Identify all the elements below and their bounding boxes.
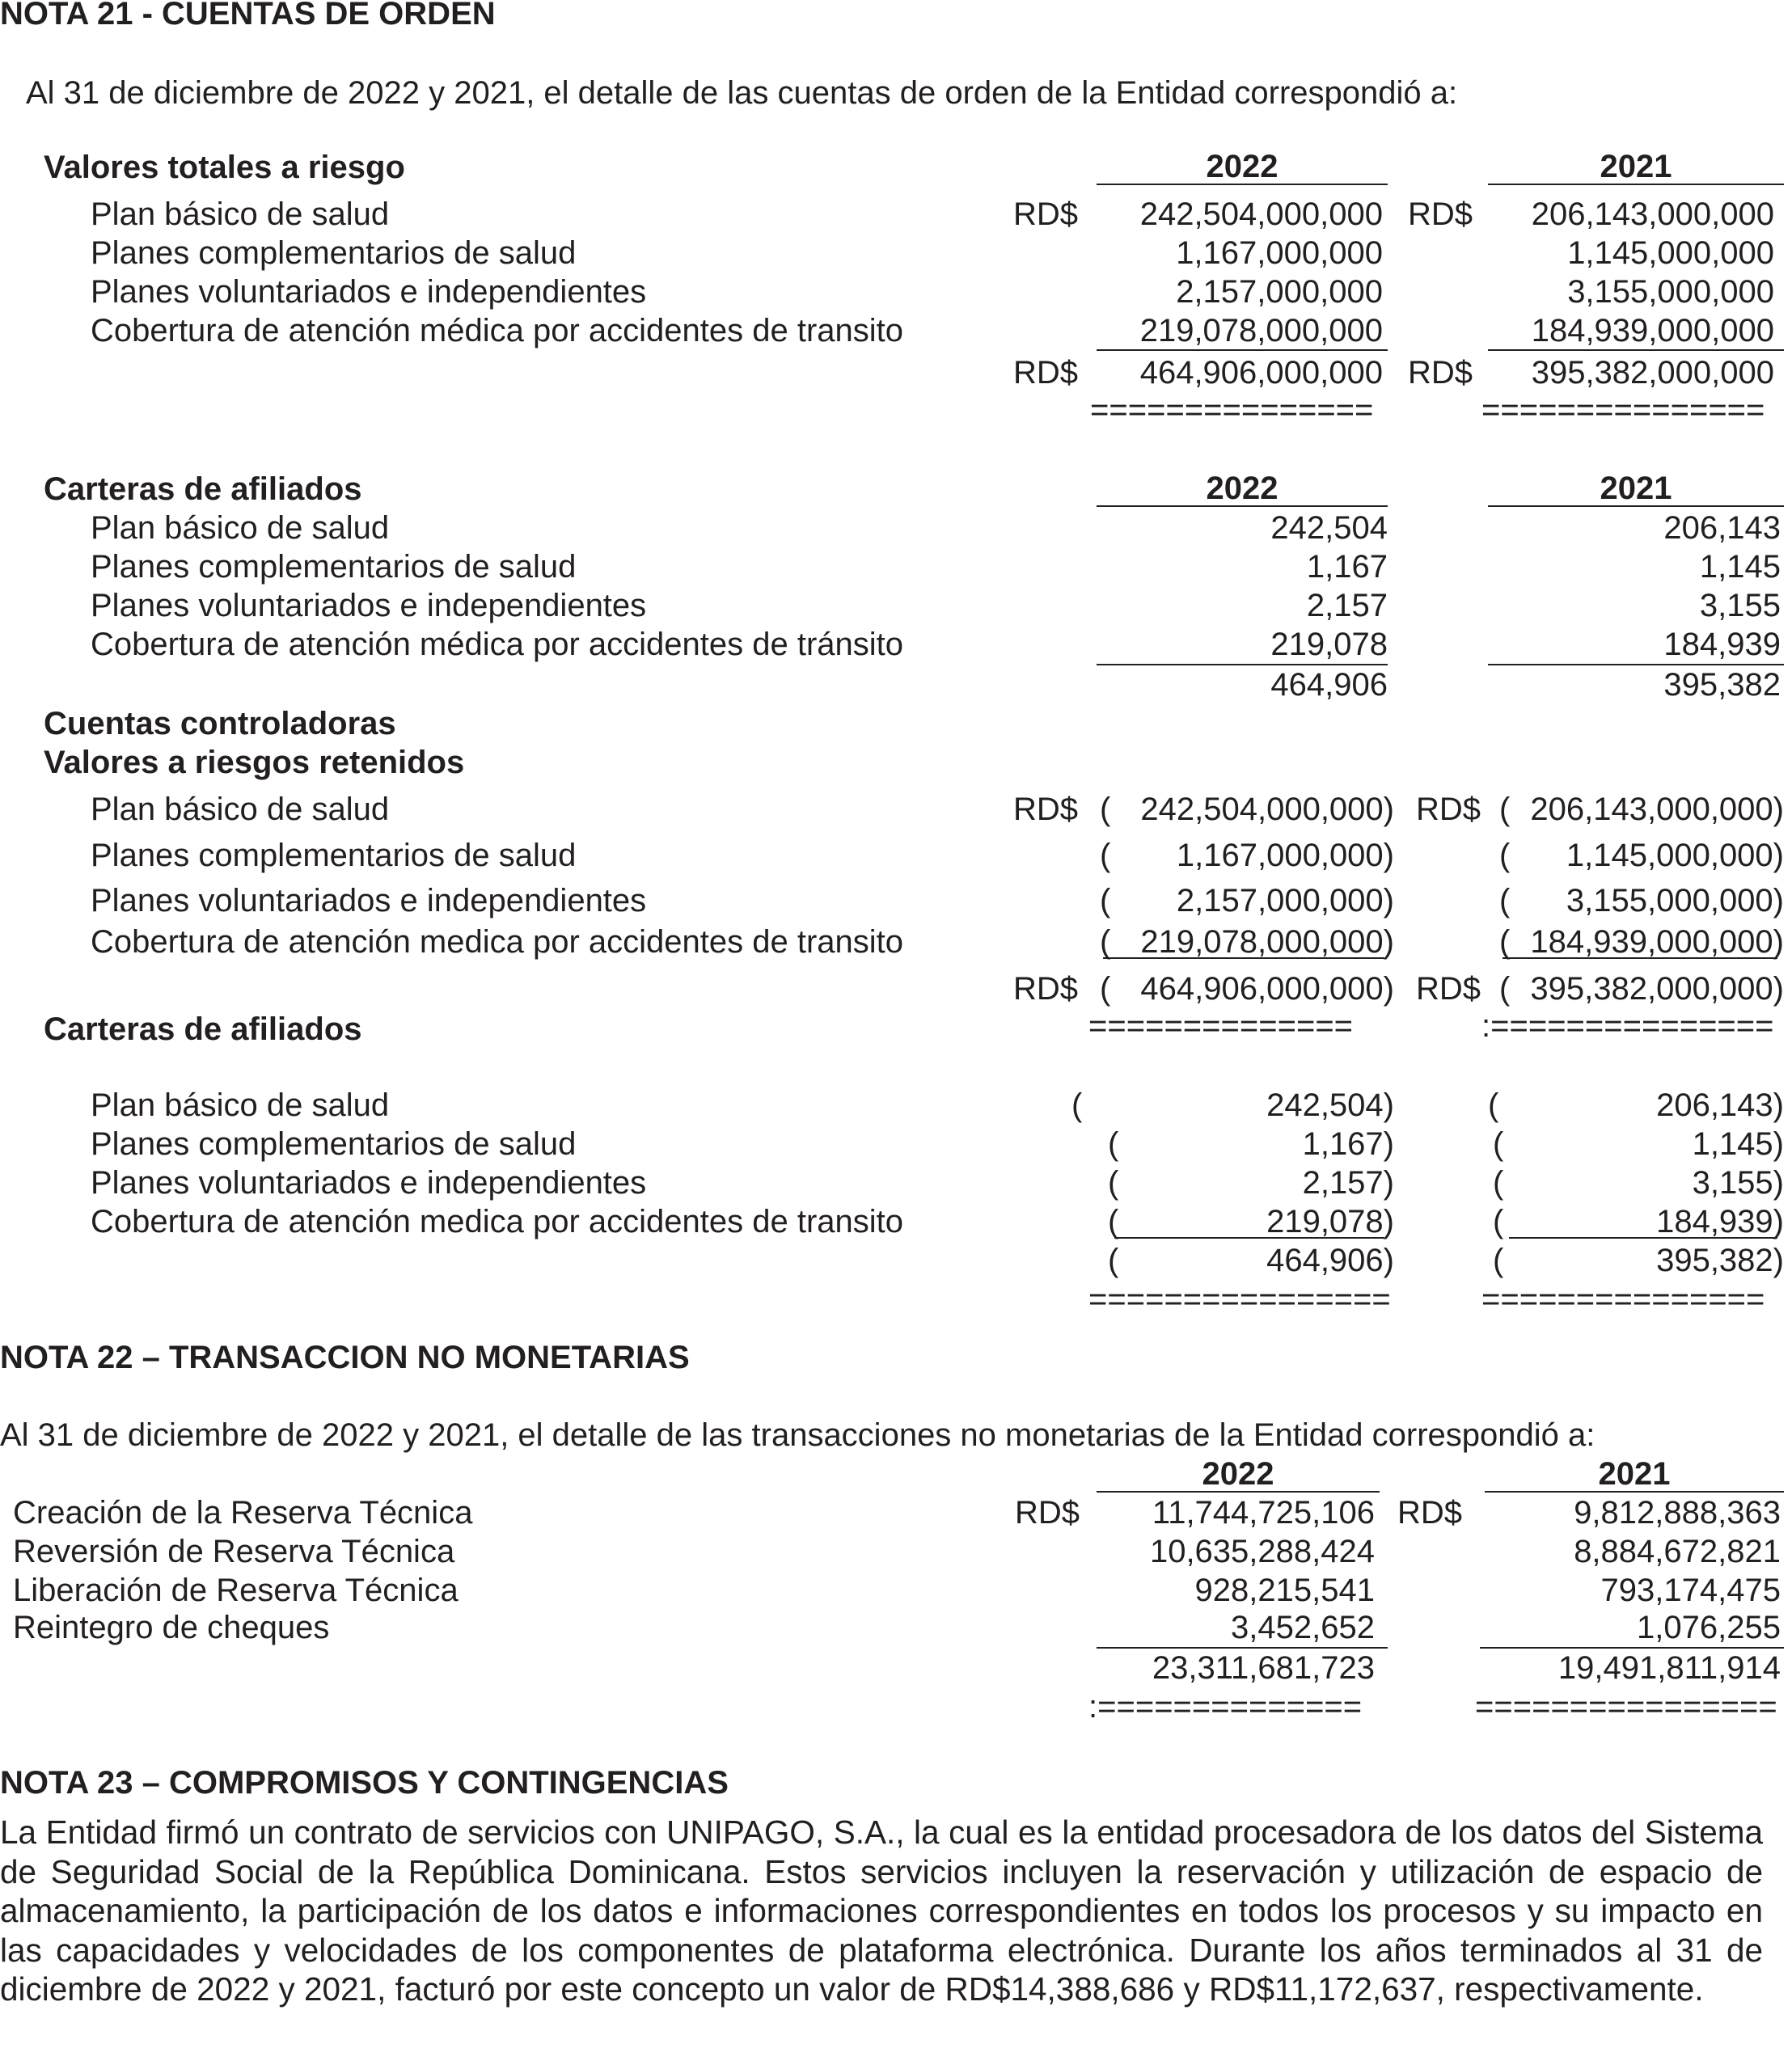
open-paren: ( [1499, 971, 1511, 1007]
valores-total-2021: 395,382,000,000 [1531, 355, 1774, 391]
currency-label: RD$ [1397, 1495, 1463, 1531]
open-paren: ( [1493, 1204, 1504, 1239]
subtotal-rule [1097, 664, 1388, 665]
valores-row-label: Cobertura de atención médica por accidentes de transito [91, 313, 904, 348]
double-underline: ================ [1088, 1282, 1391, 1317]
carteras-row-label: Planes voluntariados e independientes [91, 588, 647, 623]
carteras-heading: Carteras de afiliados [44, 471, 362, 507]
valores-heading: Valores totales a riesgo [44, 150, 405, 185]
open-paren: ( [1499, 838, 1511, 873]
nota23-body: La Entidad firmó un contrato de servicios con UNIPAGO, S.A., la cual es la entidad procesadora de los datos del Sistema de Seguridad Social de la República Dominicana. Estos servicios incluyen la reservación y utilización de espacio de almacenamiento, la participación de los datos e informaciones correspondientes en todos los procesos y su impacto en las capacidades y velocidades de los componentes de plataforma electrónica. Durante los años terminados al 31 de diciembre de 2022 y 2021, facturó por este concepto un valor de RD$14,388,686 y RD$11,172,637, respectivamente. [0, 1814, 1763, 2008]
open-paren: ( [1108, 1243, 1119, 1278]
controladoras-row-label: Cobertura de atención medica por accidentes de transito [91, 924, 904, 960]
carteras2-row-label: Cobertura de atención medica por accidentes de transito [91, 1204, 904, 1239]
nota22-total-2021: 19,491,811,914 [1557, 1650, 1781, 1686]
valores-value-2021: 1,145,000,000 [1567, 235, 1774, 271]
carteras-row-label: Planes complementarios de salud [91, 549, 577, 585]
valores-year-2021: 2021 [1488, 148, 1784, 185]
valores-row-label: Planes voluntariados e independientes [91, 274, 647, 310]
subtotal-rule [1114, 1237, 1384, 1239]
carteras2-value-2021: 184,939) [1656, 1204, 1784, 1239]
subtotal-rule [1103, 957, 1384, 959]
currency-label: RD$ [1015, 1495, 1080, 1531]
carteras2-total-2022: 464,906) [1266, 1243, 1394, 1278]
currency-label: RD$ [1408, 196, 1473, 232]
currency-label: RD$ [1416, 792, 1481, 827]
subtotal-rule [1097, 1647, 1388, 1649]
open-paren: ( [1100, 792, 1111, 827]
double-underline: ============== [1088, 1008, 1354, 1044]
carteras-total-2022: 464,906 [1270, 667, 1388, 703]
open-paren: ( [1100, 838, 1111, 873]
double-underline: :=============== [1481, 1008, 1774, 1044]
valores-year-2022: 2022 [1097, 148, 1388, 185]
open-paren: ( [1499, 792, 1511, 827]
carteras-value-2021: 1,145 [1699, 549, 1781, 585]
carteras2-value-2022: 242,504) [1266, 1087, 1394, 1123]
open-paren: ( [1071, 1087, 1083, 1123]
carteras2-value-2021: 206,143) [1656, 1087, 1784, 1123]
controladoras-row-label: Planes complementarios de salud [91, 838, 577, 873]
open-paren: ( [1108, 1126, 1119, 1162]
subtotal-rule [1488, 349, 1784, 351]
double-underline: =============== [1481, 392, 1765, 428]
valores-value-2021: 184,939,000,000 [1531, 313, 1774, 348]
nota22-title: NOTA 22 – TRANSACCION NO MONETARIAS [0, 1340, 690, 1375]
carteras-value-2022: 2,157 [1306, 588, 1388, 623]
open-paren: ( [1493, 1165, 1504, 1201]
open-paren: ( [1493, 1126, 1504, 1162]
carteras-value-2022: 242,504 [1270, 510, 1388, 546]
carteras-total-2021: 395,382 [1663, 667, 1781, 703]
nota22-intro: Al 31 de diciembre de 2022 y 2021, el detalle de las transacciones no monetarias de la Entidad correspondió a: [0, 1417, 1595, 1453]
open-paren: ( [1493, 1243, 1504, 1278]
carteras-value-2021: 206,143 [1663, 510, 1781, 546]
carteras-value-2022: 219,078 [1270, 627, 1388, 662]
nota22-row-label: Liberación de Reserva Técnica [13, 1573, 459, 1608]
carteras-value-2022: 1,167 [1306, 549, 1388, 585]
controladoras-row-label: Planes voluntariados e independientes [91, 883, 647, 918]
carteras2-value-2021: 1,145) [1692, 1126, 1784, 1162]
carteras2-value-2022: 219,078) [1266, 1204, 1394, 1239]
controladoras-subheading: Valores a riesgos retenidos [44, 745, 465, 780]
nota22-value-2022: 3,452,652 [1231, 1610, 1375, 1645]
controladoras-value-2021: 184,939,000,000) [1530, 924, 1784, 960]
valores-value-2021: 206,143,000,000 [1531, 196, 1774, 232]
valores-row-label: Planes complementarios de salud [91, 235, 577, 271]
carteras2-heading: Carteras de afiliados [44, 1011, 362, 1047]
open-paren: ( [1499, 883, 1511, 918]
carteras2-value-2022: 1,167) [1302, 1126, 1394, 1162]
nota22-value-2022: 10,635,288,424 [1149, 1534, 1375, 1569]
carteras-value-2021: 184,939 [1663, 627, 1781, 662]
controladoras-value-2021: 206,143,000,000) [1530, 792, 1784, 827]
controladoras-value-2022: 1,167,000,000) [1176, 838, 1394, 873]
nota23-title: NOTA 23 – COMPROMISOS Y CONTINGENCIAS [0, 1765, 729, 1801]
currency-label: RD$ [1408, 355, 1473, 391]
valores-value-2022: 219,078,000,000 [1139, 313, 1383, 348]
double-underline: ================ [1475, 1689, 1777, 1725]
carteras2-row-label: Planes complementarios de salud [91, 1126, 577, 1162]
carteras-year-2021: 2021 [1488, 470, 1784, 507]
carteras-year-2022: 2022 [1097, 470, 1388, 507]
carteras2-total-2021: 395,382) [1656, 1243, 1784, 1278]
nota22-value-2021: 793,174,475 [1600, 1573, 1781, 1608]
controladoras-value-2022: 219,078,000,000) [1140, 924, 1394, 960]
controladoras-value-2022: 2,157,000,000) [1176, 883, 1394, 918]
nota22-value-2022: 11,744,725,106 [1152, 1495, 1375, 1531]
double-underline: =============== [1090, 392, 1374, 428]
subtotal-rule [1480, 1647, 1784, 1649]
currency-label: RD$ [1013, 196, 1079, 232]
subtotal-rule [1488, 664, 1784, 665]
valores-value-2022: 2,157,000,000 [1176, 274, 1383, 310]
subtotal-rule [1097, 349, 1388, 351]
subtotal-rule [1502, 957, 1777, 959]
nota22-year-2022: 2022 [1097, 1455, 1380, 1493]
controladoras-value-2021: 1,145,000,000) [1566, 838, 1784, 873]
currency-label: RD$ [1416, 971, 1481, 1007]
nota22-row-label: Creación de la Reserva Técnica [13, 1495, 473, 1531]
open-paren: ( [1108, 1165, 1119, 1201]
controladoras-total-2021: 395,382,000,000) [1530, 971, 1784, 1007]
carteras2-row-label: Plan básico de salud [91, 1087, 390, 1123]
open-paren: ( [1488, 1087, 1499, 1123]
valores-value-2021: 3,155,000,000 [1567, 274, 1774, 310]
nota22-value-2021: 1,076,255 [1637, 1610, 1781, 1645]
carteras2-value-2022: 2,157) [1302, 1165, 1394, 1201]
double-underline: =============== [1481, 1282, 1765, 1317]
open-paren: ( [1499, 924, 1511, 960]
double-underline: :============== [1088, 1689, 1363, 1725]
open-paren: ( [1108, 1204, 1119, 1239]
currency-label: RD$ [1013, 792, 1079, 827]
carteras-row-label: Cobertura de atención médica por accidentes de tránsito [91, 627, 904, 662]
nota21-title: NOTA 21 - CUENTAS DE ORDEN [0, 0, 496, 32]
carteras2-row-label: Planes voluntariados e independientes [91, 1165, 647, 1201]
valores-value-2022: 1,167,000,000 [1176, 235, 1383, 271]
valores-total-2022: 464,906,000,000 [1139, 355, 1383, 391]
nota22-value-2022: 928,215,541 [1194, 1573, 1375, 1608]
controladoras-value-2022: 242,504,000,000) [1140, 792, 1394, 827]
controladoras-heading: Cuentas controladoras [44, 706, 396, 741]
nota22-total-2022: 23,311,681,723 [1152, 1650, 1375, 1686]
carteras2-value-2021: 3,155) [1692, 1165, 1784, 1201]
valores-value-2022: 242,504,000,000 [1139, 196, 1383, 232]
valores-row-label: Plan básico de salud [91, 196, 390, 232]
currency-label: RD$ [1013, 971, 1079, 1007]
controladoras-value-2021: 3,155,000,000) [1566, 883, 1784, 918]
controladoras-row-label: Plan básico de salud [91, 792, 390, 827]
open-paren: ( [1100, 971, 1111, 1007]
controladoras-total-2022: 464,906,000,000) [1140, 971, 1394, 1007]
nota22-value-2021: 9,812,888,363 [1574, 1495, 1781, 1531]
open-paren: ( [1100, 883, 1111, 918]
carteras-row-label: Plan básico de salud [91, 510, 390, 546]
open-paren: ( [1100, 924, 1111, 960]
subtotal-rule [1509, 1237, 1777, 1239]
currency-label: RD$ [1013, 355, 1079, 391]
nota22-row-label: Reversión de Reserva Técnica [13, 1534, 455, 1569]
nota22-value-2021: 8,884,672,821 [1574, 1534, 1781, 1569]
nota22-year-2021: 2021 [1485, 1455, 1784, 1493]
nota21-intro: Al 31 de diciembre de 2022 y 2021, el detalle de las cuentas de orden de la Entidad correspondió a: [26, 75, 1458, 111]
carteras-value-2021: 3,155 [1699, 588, 1781, 623]
nota22-row-label: Reintegro de cheques [13, 1610, 330, 1645]
